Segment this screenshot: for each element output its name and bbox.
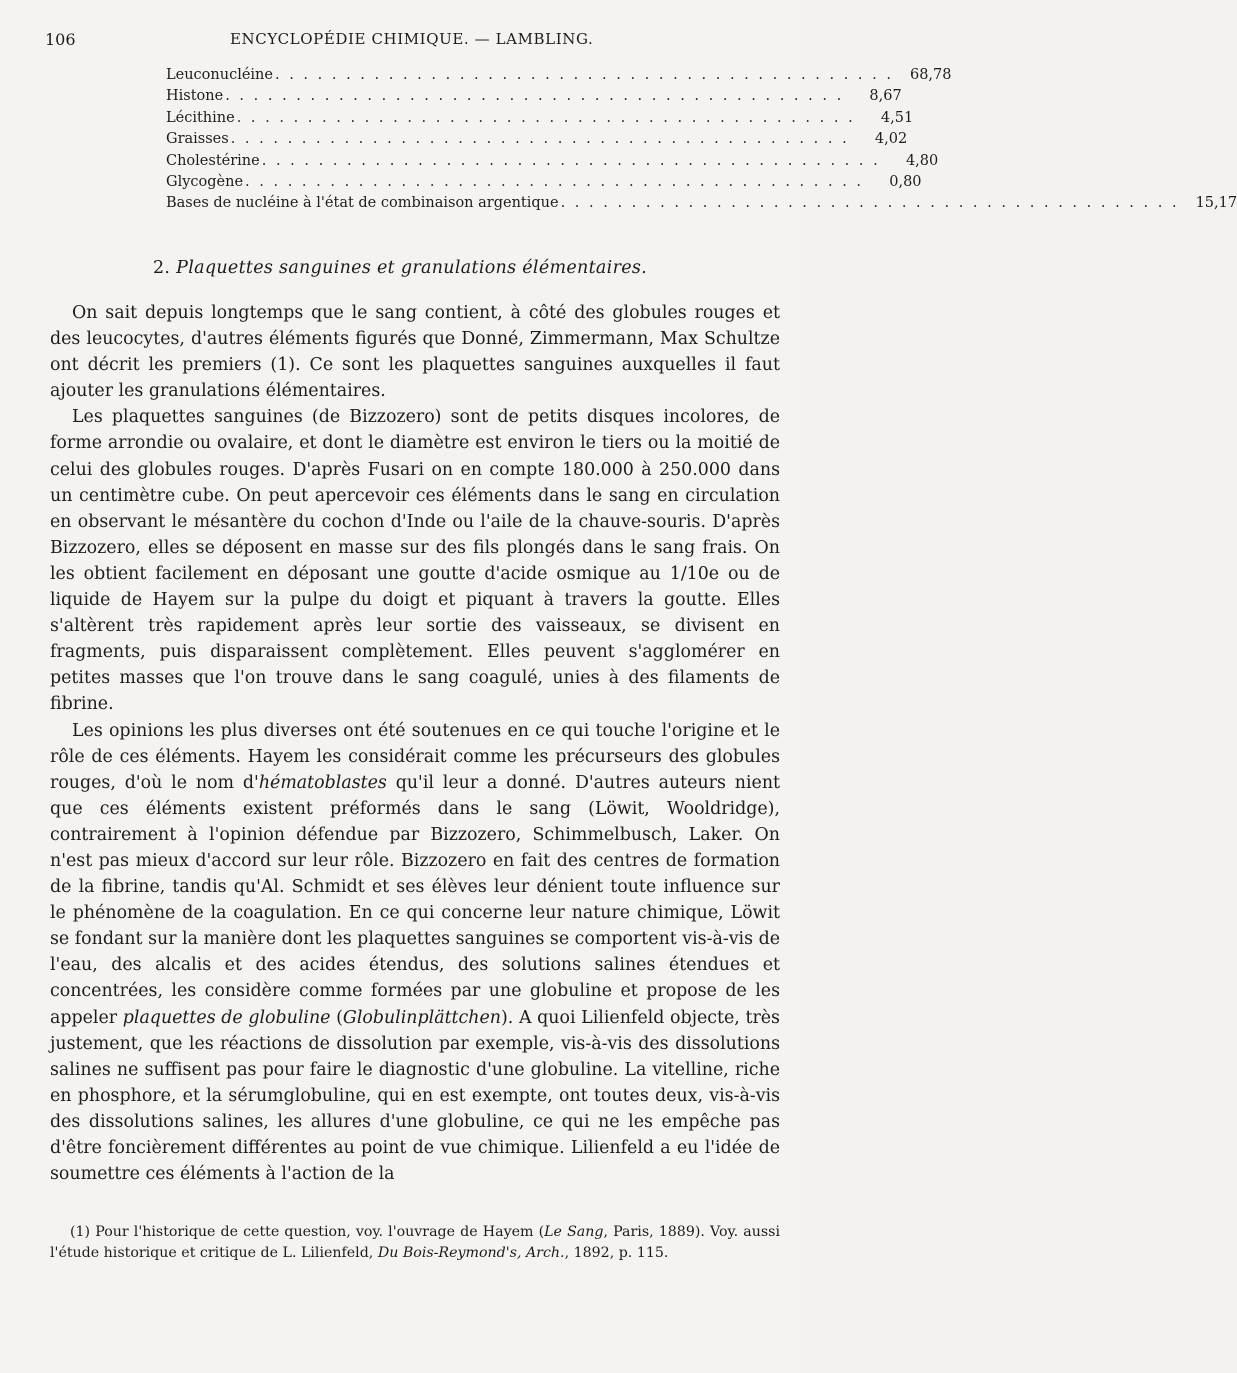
table-row bbox=[166, 129, 908, 150]
row-value: 15,17 bbox=[1195, 195, 1237, 212]
italic-term: hématoblastes bbox=[258, 772, 387, 793]
composition-table bbox=[166, 65, 1237, 215]
paragraph-text: Les opinions les plus diverses ont été soutenues en ce qui touche l'origine et le rôle de ces éléments. Hayem les considérait comme les précurseurs des globules rouges, d'où le nom d' bbox=[50, 720, 780, 793]
section-heading bbox=[0, 258, 800, 278]
row-value: 68,78 bbox=[909, 67, 952, 83]
body-text bbox=[50, 300, 780, 1187]
row-name: Graisses bbox=[166, 131, 229, 148]
table-row bbox=[166, 108, 914, 129]
dot-leader: . . . . . . . . . . . . . . . . . . . . . . . . . . . . . . . . . . . . . . . . . . . . bbox=[236, 109, 856, 126]
footnotes bbox=[50, 1222, 780, 1264]
section-title: Plaquettes sanguines et granulations élémentaires. bbox=[176, 258, 648, 278]
footnote-text: (1) Pour l'historique de cette question, voy. l'ouvrage de Hayem ( bbox=[70, 1224, 545, 1240]
row-name: Histone bbox=[166, 88, 224, 105]
section-number: 2. bbox=[152, 258, 171, 278]
row-name: Glycogène bbox=[166, 173, 244, 190]
row-name: Cholestérine bbox=[166, 152, 260, 169]
page-header bbox=[45, 30, 775, 52]
row-value: 4,80 bbox=[905, 152, 939, 169]
paragraph-text: ). A quoi Lilienfeld objecte, très justement, que les réactions de dissolution par exemple, vis-à-vis des dissolutions salines ne suffisent pas pour faire le diagnostic d'une globuline. La vitelline, riche en phosphore, et la sérumglobuline, qui en est exempte, ont toutes deux, vis-à-vis des dissolutions salines, les allures d'une globuline, ce qui ne les empêche pas d'être foncièrement différentes au point de vue chimique. Lilienfeld a eu l'idée de soumettre ces éléments à l'action de la bbox=[50, 1007, 780, 1185]
row-name: Bases de nucléine à l'état de combinaison argentique bbox=[166, 195, 559, 212]
footnote bbox=[50, 1222, 780, 1264]
paragraph: On sait depuis longtemps que le sang contient, à côté des globules rouges et des leucocytes, d'autres éléments figurés que Donné, Zimmermann, Max Schultze ont décrit les premiers (1). Ce sont les plaquettes sanguines auxquelles il faut ajouter les granulations élémentaires. bbox=[50, 303, 780, 402]
italic-term: plaquettes de globuline bbox=[122, 1007, 331, 1028]
row-name: Lécithine bbox=[166, 109, 235, 126]
footnote-text: , 1892, p. 115. bbox=[564, 1245, 669, 1261]
italic-title: Le Sang bbox=[544, 1224, 604, 1240]
paragraph-text: ( bbox=[330, 1007, 343, 1028]
table-row bbox=[166, 193, 1237, 214]
italic-title: Du Bois-Reymond's, Arch. bbox=[377, 1245, 565, 1261]
dot-leader: . . . . . . . . . . . . . . . . . . . . . . . . . . . . . . . . . . . . . . . . . . . . bbox=[230, 131, 850, 148]
row-value: 4,02 bbox=[874, 131, 908, 148]
italic-term: Globulinplättchen bbox=[342, 1007, 501, 1028]
paragraph-text: qu'il leur a donné. D'autres auteurs nient que ces éléments existent préformés dans le sang (Löwit, Wooldridge), contrairement à l'opinion défendue par Bizzozero, Schimmelbusch, Laker. On n'est pas mieux d'accord sur leur rôle. Bizzozero en fait des centres de formation de la fibrine, tandis qu'Al. Schmidt et ses élèves leur dénient toute influence sur le phénomène de la coagulation. En ce qui concerne leur nature chimique, Löwit se fondant sur la manière dont les plaquettes sanguines se comportent vis-à-vis de l'eau, des alcalis et des acides étendus, des solutions salines étendues et concentrées, les considère comme formées par une globuline et propose de les appeler bbox=[50, 772, 781, 1028]
dot-leader: . . . . . . . . . . . . . . . . . . . . . . . . . . . . . . . . . . . . . . . . . . . . bbox=[261, 152, 881, 169]
table-row bbox=[166, 86, 902, 107]
row-value: 0,80 bbox=[889, 173, 922, 190]
dot-leader: . . . . . . . . . . . . . . . . . . . . . . . . . . . . . . . . . . . . . . . . . . . . bbox=[560, 195, 1180, 212]
row-value: 8,67 bbox=[869, 88, 902, 105]
footnote-text: , Paris, 1889). Voy. aussi l'étude historique et critique de L. Lilienfeld, bbox=[50, 1224, 780, 1261]
table-row bbox=[166, 151, 939, 172]
row-value: 4,51 bbox=[880, 109, 914, 126]
paragraph: Les plaquettes sanguines (de Bizzozero) sont de petits disques incolores, de forme arrondie ou ovalaire, et dont le diamètre est environ le tiers ou la moitié de celui des globules rouges. D'après Fusari on en compte 180.000 à 250.000 dans un centimètre cube. On peut apercevoir ces éléments dans le sang en circulation en observant le mésantère du cochon d'Inde ou l'aile de la chauve-souris. D'après Bizzozero, elles se déposent en masse sur des fils plongés dans le sang frais. On les obtient facilement en déposant une goutte d'acide osmique au 1/10e ou de liquide de Hayem sur la pulpe du doigt et piquant à travers la goutte. Elles s'altèrent très rapidement après leur sortie des vaisseaux, se divisent en fragments, puis disparaissent complètement. Elles peuvent s'agglomérer en petites masses que l'on trouve dans le sang coagulé, unies à des filaments de fibrine. bbox=[50, 407, 780, 715]
dot-leader: . . . . . . . . . . . . . . . . . . . . . . . . . . . . . . . . . . . . . . . . . . . . bbox=[274, 67, 894, 83]
page-number: 106 bbox=[45, 30, 76, 49]
paragraph bbox=[50, 718, 780, 1188]
dot-leader: . . . . . . . . . . . . . . . . . . . . . . . . . . . . . . . . . . . . . . . . . . . . bbox=[245, 173, 864, 190]
row-name: Leuconucléine bbox=[166, 67, 273, 83]
running-head: ENCYCLOPÉDIE CHIMIQUE. — LAMBLING. bbox=[230, 30, 594, 48]
table-row bbox=[166, 65, 952, 86]
table-row bbox=[166, 172, 922, 193]
dot-leader: . . . . . . . . . . . . . . . . . . . . . . . . . . . . . . . . . . . . . . . . . . . . bbox=[225, 88, 844, 105]
